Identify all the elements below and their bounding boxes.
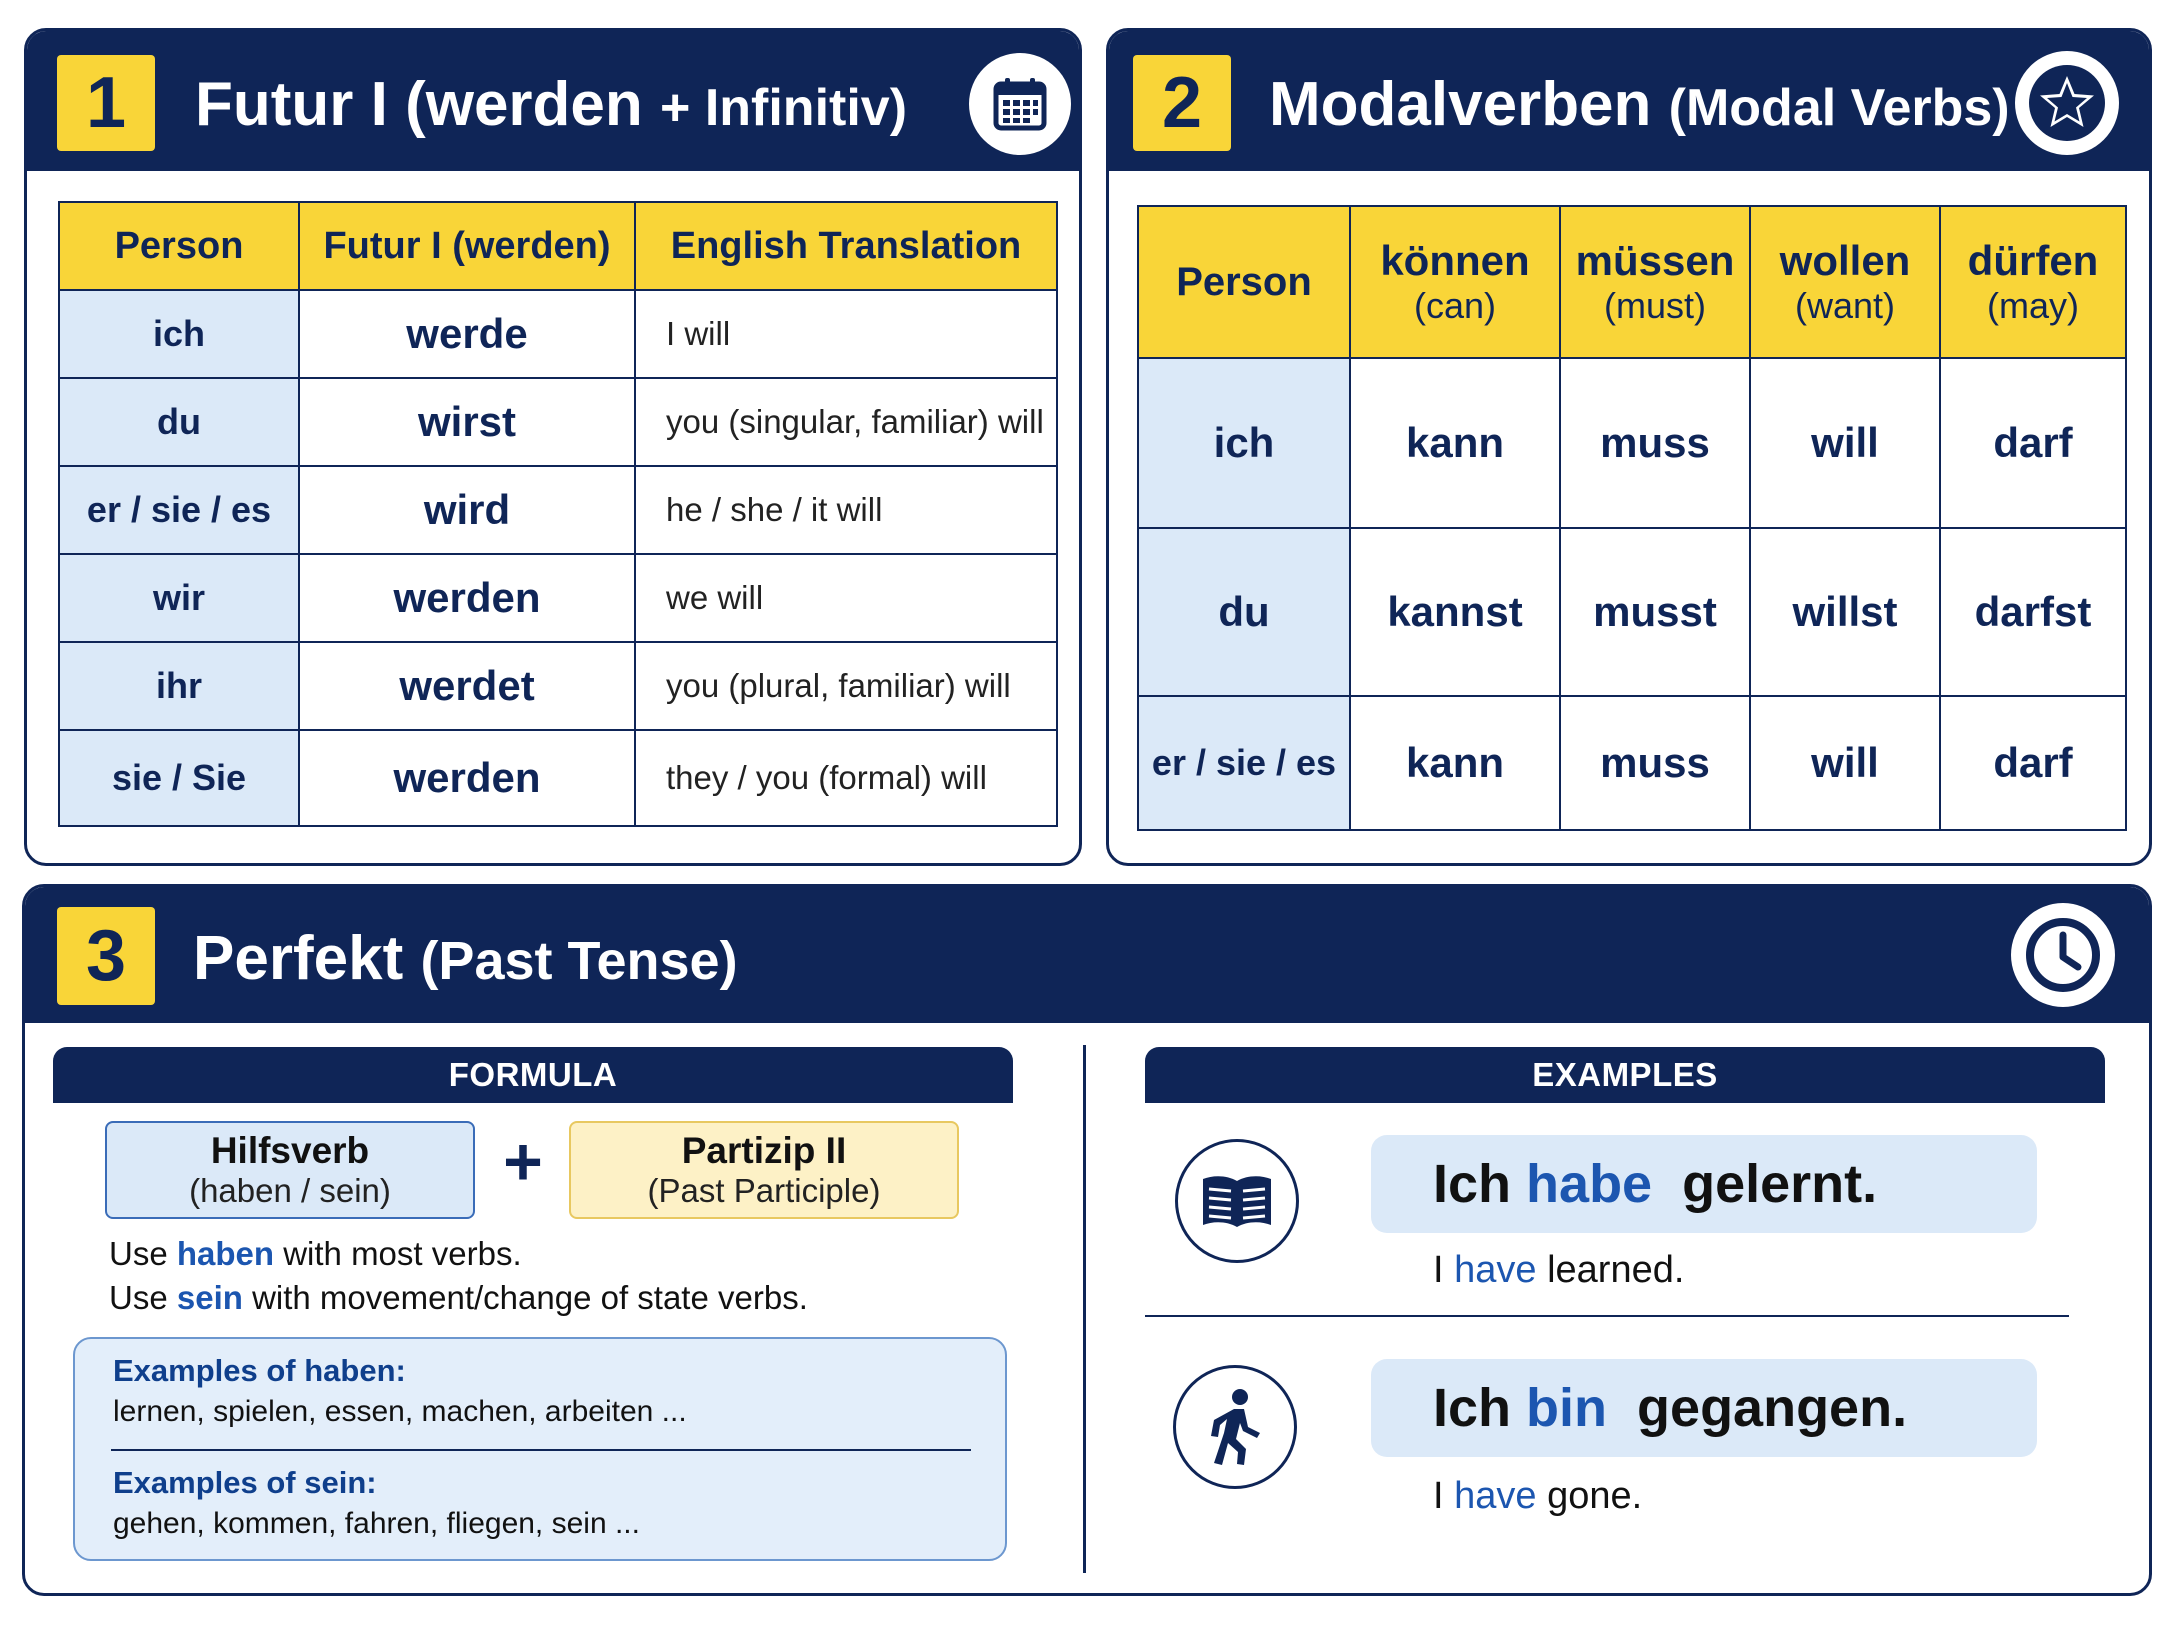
title-main: Modalverben xyxy=(1269,70,1652,139)
auxiliary-verb: have xyxy=(1454,1249,1537,1291)
table-row xyxy=(59,378,1057,466)
title-main: Perfekt xyxy=(193,924,404,993)
translation-cell: you (plural, familiar) will xyxy=(635,642,1057,730)
person-header: Person xyxy=(1138,206,1350,358)
verb-form-cell: darf xyxy=(1940,696,2126,830)
table-row xyxy=(59,642,1057,730)
table-row xyxy=(1138,528,2126,696)
rule-keyword: sein xyxy=(176,1279,243,1316)
walking-person-icon xyxy=(1173,1365,1297,1489)
calendar-icon xyxy=(969,53,1071,155)
verb-cell: werdet xyxy=(299,642,635,730)
verb-form-cell: willst xyxy=(1750,528,1940,696)
verb-form-cell: will xyxy=(1750,358,1940,528)
section-number-badge: 2 xyxy=(1133,55,1231,151)
table-row xyxy=(1138,696,2126,830)
section-number-badge: 3 xyxy=(57,907,155,1005)
person-cell: ich xyxy=(1138,358,1350,528)
hilfsverb-box xyxy=(105,1121,475,1219)
table-row xyxy=(59,730,1057,826)
person-cell: er / sie / es xyxy=(1138,696,1350,830)
star-icon xyxy=(2015,51,2119,155)
translation-word: learned. xyxy=(1547,1249,1685,1291)
verb-meaning: (want) xyxy=(1794,285,1896,326)
table-row xyxy=(59,554,1057,642)
modal-card xyxy=(1106,28,2152,866)
modal-header xyxy=(1109,31,2149,171)
sentence-word: gegangen. xyxy=(1637,1378,1908,1438)
translation-word: I xyxy=(1433,1249,1444,1291)
column-header: Person xyxy=(59,202,299,290)
translation-word: gone. xyxy=(1547,1475,1643,1517)
verb-cell: wirst xyxy=(299,378,635,466)
verb-name: dürfen xyxy=(1967,237,2099,284)
book-icon xyxy=(1175,1139,1299,1263)
partizip-box xyxy=(569,1121,959,1219)
verb-cell: werden xyxy=(299,730,635,826)
rule-text: with movement/change of state verbs. xyxy=(252,1279,808,1316)
person-cell: du xyxy=(59,378,299,466)
verb-header-duerfen xyxy=(1940,206,2126,358)
sentence-word: Ich xyxy=(1433,1154,1512,1214)
person-cell: wir xyxy=(59,554,299,642)
verb-meaning: (can) xyxy=(1413,285,1497,326)
partizip-sub: (Past Participle) xyxy=(647,1172,881,1209)
title-sub: (Modal Verbs) xyxy=(1668,79,2010,137)
example-translation-2 xyxy=(1433,1475,1642,1518)
rule-text: with most verbs. xyxy=(283,1235,522,1272)
table-row xyxy=(59,466,1057,554)
rule-text: Use xyxy=(109,1279,168,1316)
verb-form-cell: will xyxy=(1750,696,1940,830)
person-cell: du xyxy=(1138,528,1350,696)
verb-form-cell: muss xyxy=(1560,358,1750,528)
rule-sein xyxy=(109,1279,808,1317)
verb-meaning: (must) xyxy=(1604,285,1706,326)
futur-card xyxy=(24,28,1082,866)
column-header: Futur I (werden) xyxy=(299,202,635,290)
futur-header xyxy=(27,31,1079,171)
example-sentence-2 xyxy=(1371,1359,2037,1457)
verb-meaning: (may) xyxy=(1987,285,2079,326)
perfekt-card xyxy=(22,884,2152,1596)
translation-cell: we will xyxy=(635,554,1057,642)
title-sub: (Past Tense) xyxy=(420,931,738,991)
futur-table xyxy=(58,201,1058,827)
verb-examples-box xyxy=(73,1337,1007,1561)
partizip-title: Partizip II xyxy=(681,1130,847,1171)
verb-form-cell: kannst xyxy=(1350,528,1560,696)
examples-divider xyxy=(1145,1315,2069,1317)
example-sentence-1 xyxy=(1371,1135,2037,1233)
auxiliary-verb: have xyxy=(1454,1475,1537,1517)
formula-header: FORMULA xyxy=(53,1047,1013,1103)
sentence-word: gelernt. xyxy=(1682,1154,1878,1214)
translation-cell: I will xyxy=(635,290,1057,378)
hilfsverb-title: Hilfsverb xyxy=(210,1130,370,1171)
person-cell: ich xyxy=(59,290,299,378)
translation-cell: he / she / it will xyxy=(635,466,1057,554)
modal-table xyxy=(1137,205,2127,831)
verb-cell: werde xyxy=(299,290,635,378)
plus-sign: + xyxy=(503,1124,543,1200)
verb-cell: werden xyxy=(299,554,635,642)
verb-header-koennen xyxy=(1350,206,1560,358)
section-title xyxy=(195,69,907,140)
verb-name: müssen xyxy=(1575,237,1735,284)
hilfsverb-sub: (haben / sein) xyxy=(189,1172,391,1209)
title-sub: + Infinitiv) xyxy=(660,79,908,137)
verb-form-cell: muss xyxy=(1560,696,1750,830)
rule-text: Use xyxy=(109,1235,168,1272)
section-title xyxy=(1269,69,2010,140)
verb-name: können xyxy=(1380,237,1530,284)
example-translation-1 xyxy=(1433,1249,1684,1292)
verb-cell: wird xyxy=(299,466,635,554)
table-row xyxy=(1138,358,2126,528)
column-divider xyxy=(1083,1045,1086,1573)
sein-examples-label: Examples of sein: xyxy=(113,1465,377,1500)
translation-cell: you (singular, familiar) will xyxy=(635,378,1057,466)
person-cell: er / sie / es xyxy=(59,466,299,554)
column-header: English Translation xyxy=(635,202,1057,290)
sentence-word: Ich xyxy=(1433,1378,1512,1438)
haben-examples-label: Examples of haben: xyxy=(113,1353,406,1388)
auxiliary-verb: habe xyxy=(1526,1154,1653,1214)
translation-word: I xyxy=(1433,1475,1444,1517)
examples-header: EXAMPLES xyxy=(1145,1047,2105,1103)
translation-cell: they / you (formal) will xyxy=(635,730,1057,826)
divider xyxy=(111,1449,971,1451)
verb-form-cell: kann xyxy=(1350,696,1560,830)
verb-header-wollen xyxy=(1750,206,1940,358)
rule-keyword: haben xyxy=(176,1235,275,1272)
title-main: Futur I (werden xyxy=(195,70,643,139)
verb-name: wollen xyxy=(1779,237,1911,284)
sein-examples-list: gehen, kommen, fahren, fliegen, sein ... xyxy=(113,1507,640,1540)
rule-haben xyxy=(109,1235,522,1273)
clock-icon xyxy=(2011,903,2115,1007)
verb-form-cell: darf xyxy=(1940,358,2126,528)
perfekt-header xyxy=(25,887,2149,1023)
section-number-badge: 1 xyxy=(57,55,155,151)
person-cell: sie / Sie xyxy=(59,730,299,826)
verb-form-cell: musst xyxy=(1560,528,1750,696)
verb-form-cell: darfst xyxy=(1940,528,2126,696)
verb-form-cell: kann xyxy=(1350,358,1560,528)
person-cell: ihr xyxy=(59,642,299,730)
table-row xyxy=(59,290,1057,378)
verb-header-muessen xyxy=(1560,206,1750,358)
auxiliary-verb: bin xyxy=(1526,1378,1608,1438)
section-title xyxy=(193,923,738,994)
haben-examples-list: lernen, spielen, essen, machen, arbeiten ... xyxy=(113,1395,687,1428)
